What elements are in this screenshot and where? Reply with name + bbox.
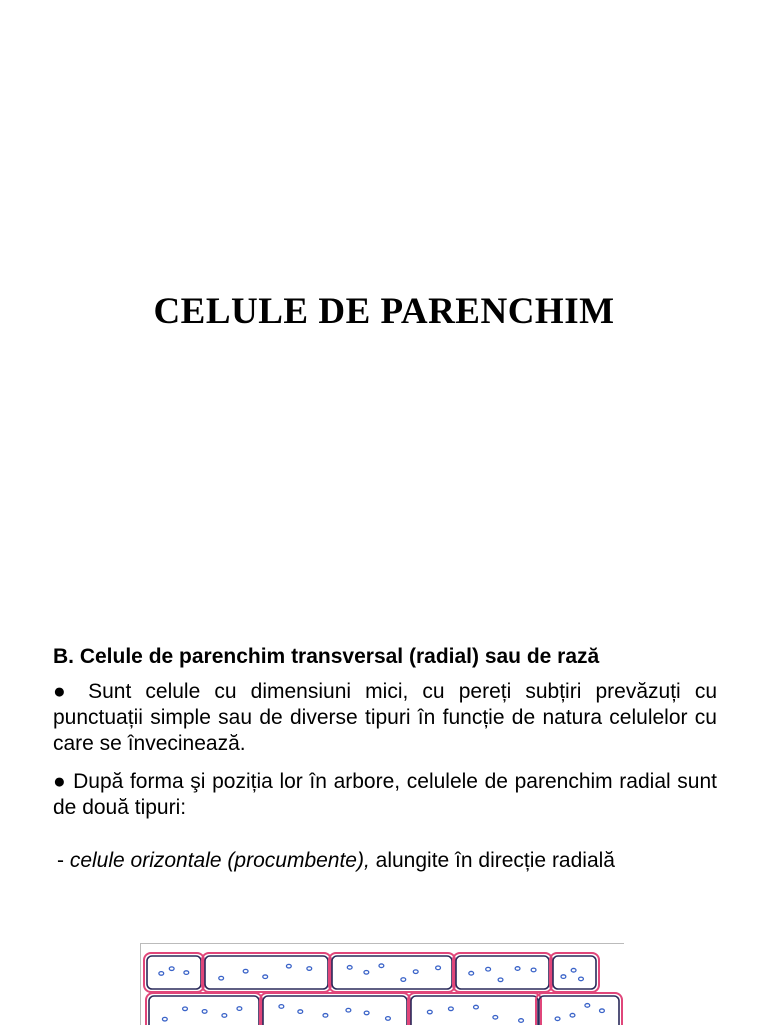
section-heading: B. Celule de parenchim transversal (radial) sau de rază bbox=[53, 645, 600, 668]
type-description: alungite în direcție radială bbox=[369, 849, 615, 872]
cell-inner-wall bbox=[263, 996, 407, 1025]
cell-inner-wall bbox=[147, 956, 201, 989]
type-italic-name: celule orizontale (procumbente), bbox=[69, 849, 370, 872]
cell-pit-dot bbox=[448, 1007, 453, 1011]
cell-pit-dot bbox=[237, 1007, 242, 1011]
cell-pit-dot bbox=[531, 968, 536, 972]
cell-pit-dot bbox=[427, 1010, 432, 1014]
cell-inner-wall bbox=[205, 956, 328, 989]
cell-outer-wall bbox=[453, 953, 552, 992]
cell-pit-dot bbox=[286, 964, 291, 968]
cell-pit-dot bbox=[413, 970, 418, 974]
procumbent-cells-drawing bbox=[140, 943, 624, 1025]
cell-pit-dot bbox=[561, 975, 566, 979]
cell-pit-dot bbox=[585, 1004, 590, 1008]
cell-outer-wall bbox=[202, 953, 331, 992]
cell-pit-dot bbox=[222, 1014, 227, 1018]
cell-pit-dot bbox=[600, 1009, 605, 1013]
cell-pit-dot bbox=[202, 1010, 207, 1014]
cell-pit-dot bbox=[519, 1019, 524, 1023]
cell-pit-dot bbox=[379, 964, 384, 968]
cell-pit-dot bbox=[571, 968, 576, 972]
cell-pit-dot bbox=[169, 967, 174, 971]
cell-pit-dot bbox=[184, 971, 189, 975]
cell-pit-dot bbox=[307, 967, 312, 971]
cell-pit-dot bbox=[298, 1010, 303, 1014]
cells-illustration bbox=[141, 944, 624, 1025]
cell-pit-dot bbox=[364, 1011, 369, 1015]
paragraph-cell-types: ● După forma şi poziția lor în arbore, celulele de parenchim radial sunt de două tipuri: bbox=[53, 770, 717, 819]
cell-inner-wall bbox=[332, 956, 452, 989]
cell-pit-dot bbox=[555, 1017, 560, 1021]
cell-pit-dot bbox=[159, 972, 164, 976]
cell-pit-dot bbox=[493, 1015, 498, 1019]
cell-pit-dot bbox=[364, 971, 369, 975]
cell-pit-dot bbox=[243, 969, 248, 973]
cell-pit-dot bbox=[183, 1007, 188, 1011]
cell-pit-dot bbox=[162, 1017, 167, 1021]
cell-pit-dot bbox=[498, 978, 503, 982]
cell-pit-dot bbox=[474, 1005, 479, 1009]
cell-pit-dot bbox=[515, 967, 520, 971]
cell-inner-wall bbox=[456, 956, 549, 989]
page-title: CELULE DE PARENCHIM bbox=[153, 291, 615, 332]
cell-pit-dot bbox=[570, 1013, 575, 1017]
cell-pit-dot bbox=[346, 1008, 351, 1012]
cell-outer-wall bbox=[536, 993, 622, 1025]
cell-type-horizontal bbox=[57, 849, 717, 873]
cell-pit-dot bbox=[323, 1014, 328, 1018]
cell-pit-dot bbox=[469, 971, 474, 975]
cell-pit-dot bbox=[279, 1005, 284, 1009]
cell-outer-wall bbox=[144, 953, 204, 992]
type-prefix: - bbox=[57, 849, 70, 872]
cell-pit-dot bbox=[486, 967, 491, 971]
cell-pit-dot bbox=[219, 976, 224, 980]
cell-pit-dot bbox=[436, 966, 441, 970]
cell-pit-dot bbox=[347, 966, 352, 970]
cell-outer-wall bbox=[329, 953, 455, 992]
cell-pit-dot bbox=[579, 977, 584, 981]
section-radial-parenchyma bbox=[53, 645, 717, 873]
cell-pit-dot bbox=[263, 975, 268, 979]
cell-inner-wall bbox=[539, 996, 619, 1025]
cell-pit-dot bbox=[386, 1017, 391, 1021]
paragraph-cell-description: ● Sunt celule cu dimensiuni mici, cu pereți subțiri prevăzuți cu punctuații simple sau de diverse tipuri în funcție de natura celulelor cu care se învecinează. bbox=[53, 680, 717, 755]
cell-pit-dot bbox=[401, 978, 406, 982]
